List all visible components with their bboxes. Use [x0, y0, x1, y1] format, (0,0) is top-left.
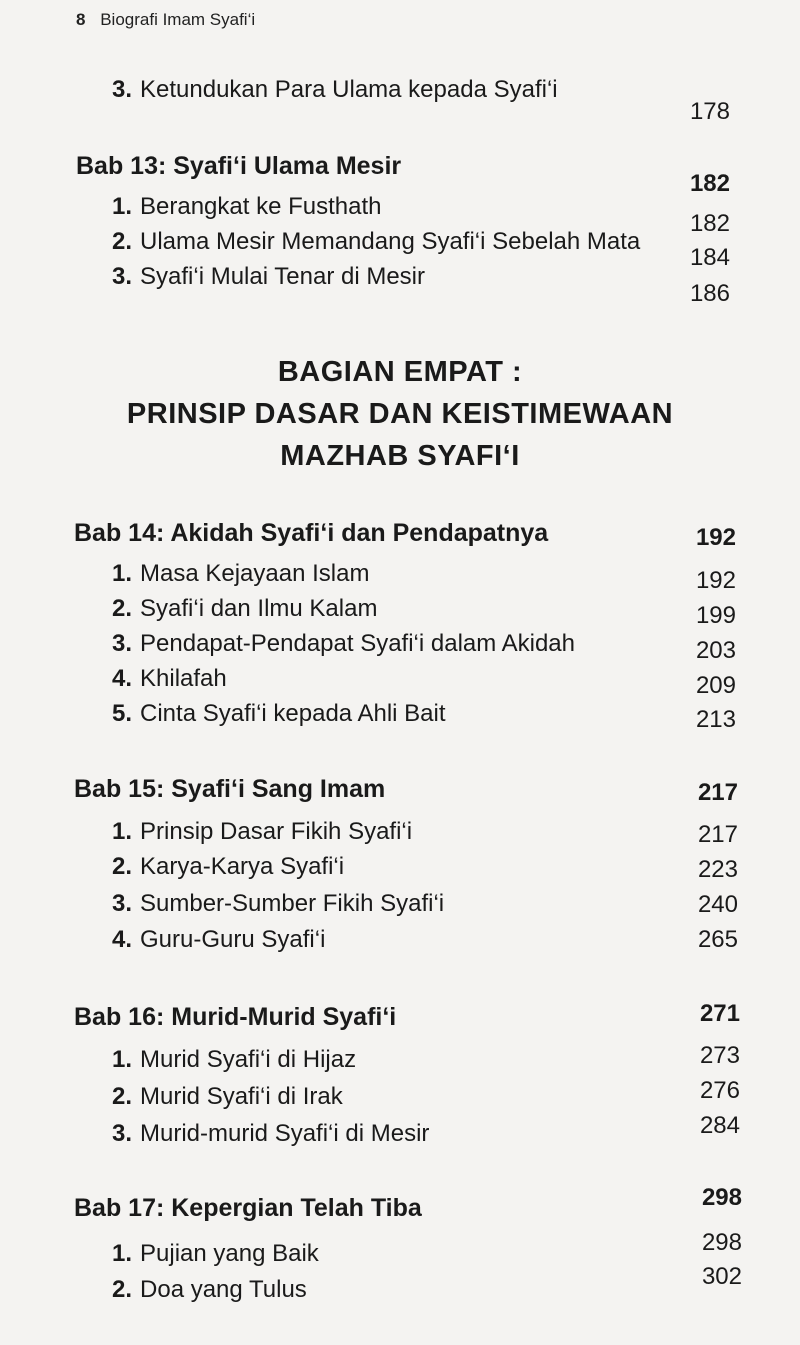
page-ref: 178	[689, 98, 730, 125]
page-ref: 199	[695, 602, 736, 629]
chapter-page-ref: 192	[695, 524, 736, 551]
page-ref: 298	[701, 1229, 742, 1256]
toc-item: 1. Murid Syafi‘i di Hijaz	[112, 1046, 357, 1073]
toc-item: 3. Syafi‘i Mulai Tenar di Mesir	[112, 263, 426, 290]
chapter-page-ref: 217	[697, 779, 738, 806]
page-ref: 192	[695, 567, 736, 594]
toc-item: 2. Karya-Karya Syafi‘i	[112, 853, 345, 880]
page-ref: 276	[699, 1077, 740, 1104]
chapter-title: Bab 13: Syafi‘i Ulama Mesir	[76, 152, 402, 180]
book-title: Biografi Imam Syafi‘i	[100, 10, 256, 29]
chapter-title: Bab 15: Syafi‘i Sang Imam	[74, 775, 386, 803]
chapter-title: Bab 17: Kepergian Telah Tiba	[74, 1194, 422, 1222]
page-ref: 182	[689, 210, 730, 237]
page-ref: 209	[695, 672, 736, 699]
toc-item: 2. Murid Syafi‘i di Irak	[112, 1083, 343, 1110]
toc-item: 3. Murid-murid Syafi‘i di Mesir	[112, 1120, 430, 1147]
chapter-page-ref: 298	[701, 1184, 742, 1211]
toc-item: 1. Pujian yang Baik	[112, 1240, 319, 1267]
page-ref: 186	[689, 280, 730, 307]
toc-item: 2. Syafi‘i dan Ilmu Kalam	[112, 595, 378, 622]
toc-item: 1. Masa Kejayaan Islam	[112, 560, 370, 587]
toc-item: 5. Cinta Syafi‘i kepada Ahli Bait	[112, 700, 446, 727]
page-ref: 217	[697, 821, 738, 848]
page-ref: 240	[697, 891, 738, 918]
running-header	[76, 10, 255, 30]
chapter-page-ref: 182	[689, 170, 730, 197]
toc-item: 1. Prinsip Dasar Fikih Syafi‘i	[112, 818, 413, 845]
toc-item: 4. Khilafah	[112, 665, 227, 692]
chapter-title: Bab 14: Akidah Syafi‘i dan Pendapatnya	[74, 519, 549, 547]
page-number: 8	[76, 10, 86, 29]
page-ref: 284	[699, 1112, 740, 1139]
toc-item: 3. Sumber-Sumber Fikih Syafi‘i	[112, 890, 445, 917]
toc-item: 4. Guru-Guru Syafi‘i	[112, 926, 326, 953]
page-ref: 184	[689, 244, 730, 271]
part-heading-line2: PRINSIP DASAR DAN KEISTIMEWAAN	[126, 398, 674, 430]
page-ref: 223	[697, 856, 738, 883]
toc-item: 3. Pendapat-Pendapat Syafi‘i dalam Akidah	[112, 630, 575, 657]
page-ref: 273	[699, 1042, 740, 1069]
chapter-page-ref: 271	[699, 1000, 740, 1027]
page-ref: 265	[697, 926, 738, 953]
page-ref: 302	[701, 1263, 742, 1290]
part-heading-line1: BAGIAN EMPAT :	[277, 356, 523, 388]
chapter-title: Bab 16: Murid-Murid Syafi‘i	[74, 1003, 397, 1031]
toc-item: 2. Ulama Mesir Memandang Syafi‘i Sebelah Mata	[112, 228, 641, 255]
toc-item: 1. Berangkat ke Fusthath	[112, 193, 382, 220]
toc-item: 2. Doa yang Tulus	[112, 1276, 307, 1303]
toc-item: 3. Ketundukan Para Ulama kepada Syafi‘i	[112, 76, 558, 103]
page-ref: 203	[695, 637, 736, 664]
part-heading-line3: MAZHAB SYAFI‘I	[280, 440, 520, 472]
page-ref: 213	[695, 706, 736, 733]
